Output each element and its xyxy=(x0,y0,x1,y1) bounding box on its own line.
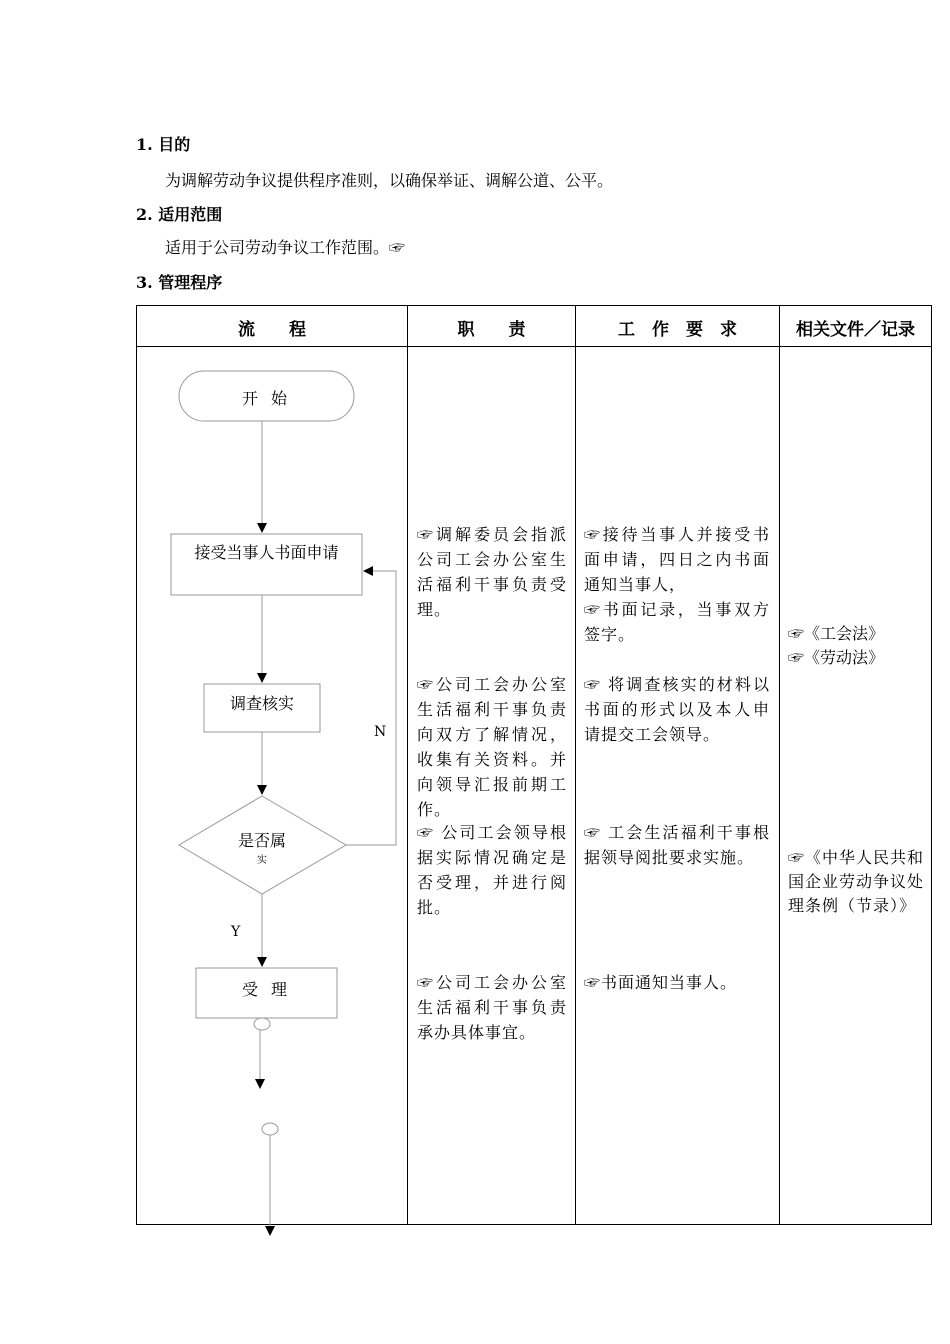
reference-item: ☞《中华人民共和国企业劳动争议处理条例（节录）》 xyxy=(788,848,925,915)
requirement-item: ☞书面记录，当事双方签字。 xyxy=(584,600,770,644)
flowchart xyxy=(171,371,396,1236)
duty-item: ☞调解委员会指派公司工会办公室生活福利干事负责受理。 xyxy=(417,525,567,619)
flow-start-label: 开 始 xyxy=(241,389,292,408)
section-1-text: 为调解劳动争议提供程序准则，以确保举证、调解公道、公平。 xyxy=(165,171,614,190)
header-duty: 职 责 xyxy=(457,320,526,340)
flow-decision-label: 是否属 xyxy=(237,831,286,850)
flow-accept-label: 接受当事人书面申请 xyxy=(194,543,339,562)
header-flow: 流 程 xyxy=(238,320,306,340)
section-3-heading: 3. 管理程序 xyxy=(136,273,223,292)
duty-item: ☞公司工会办公室生活福利干事负责向双方了解情况，收集有关资料。并向领导汇报前期工作。 xyxy=(417,675,567,819)
flow-yes-label: Y xyxy=(231,924,241,940)
reference-item: ☞《劳动法》 xyxy=(788,648,885,667)
requirement-item: ☞接待当事人并接受书面申请，四日之内书面通知当事人， xyxy=(584,525,770,594)
flow-no-label: N xyxy=(374,724,387,740)
connector-bottom-shape xyxy=(262,1123,278,1135)
header-requirements: 工 作 要 求 xyxy=(618,320,737,340)
duty-item: ☞公司工会办公室生活福利干事负责承办具体事宜。 xyxy=(417,973,567,1042)
requirement-item: ☞ 工会生活福利干事根据领导阅批要求实施。 xyxy=(584,823,770,867)
connector-top-shape xyxy=(254,1018,270,1030)
section-2-heading: 2. 适用范围 xyxy=(136,205,223,224)
header-references: 相关文件／记录 xyxy=(796,320,915,340)
flow-handle-label: 受 理 xyxy=(241,980,292,999)
duty-item: ☞ 公司工会领导根据实际情况确定是否受理，并进行阅批。 xyxy=(417,823,567,917)
section-2-text: 适用于公司劳动争议工作范围。☞ xyxy=(165,238,406,257)
flow-decision-label-2: 实 xyxy=(257,855,267,866)
requirement-item: ☞ 将调查核实的材料以书面的形式以及本人申请提交工会领导。 xyxy=(584,675,770,744)
flow-investigate-label: 调查核实 xyxy=(229,694,294,713)
reference-item: ☞《工会法》 xyxy=(788,624,885,643)
section-1-heading: 1. 目的 xyxy=(136,135,191,154)
requirement-item: ☞书面通知当事人。 xyxy=(584,973,738,992)
